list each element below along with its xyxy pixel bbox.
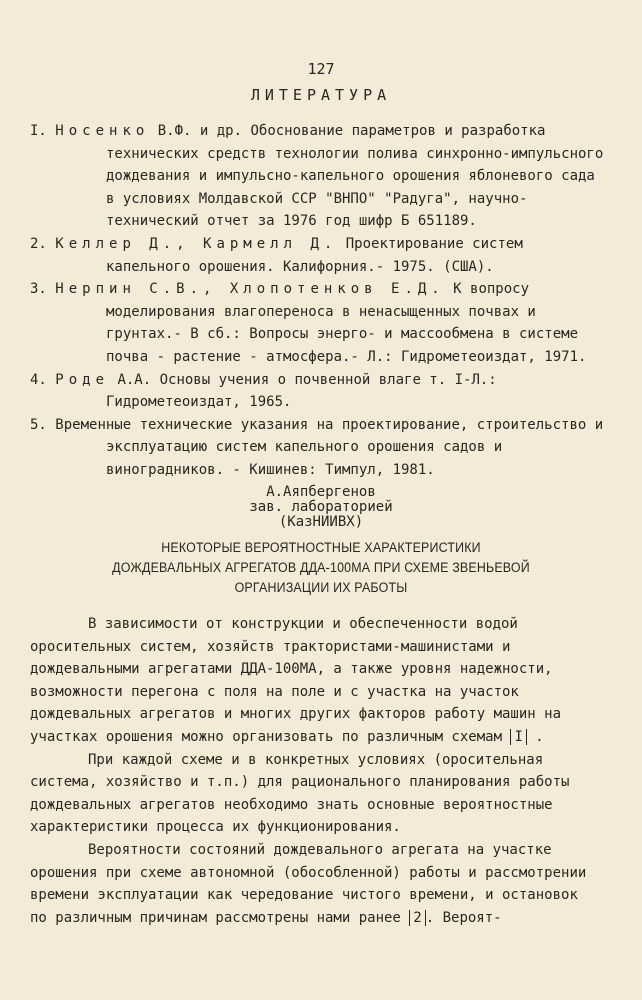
reference-text: А.А. Основы учения о почвенной влаге т. I-Л.: Гидрометеоиздат, 1965.: [106, 371, 497, 411]
reference-item: [30, 369, 610, 414]
paragraph-text: Вероятности состояний дождевального агрегата на участке орошения при схеме автономной (обособленной) работы и рассмотрении времени эксплуатации как чередование чистого времени, и остановок по различным причинам рассмотрены нами ранее: [30, 841, 587, 926]
paragraph: [30, 749, 600, 839]
page-number: 127: [307, 60, 335, 78]
paragraph-tail: .: [526, 728, 544, 745]
author-affiliation: (КазНИИВХ): [278, 514, 364, 530]
reference-number: 4.: [30, 371, 47, 388]
paragraph: [30, 839, 600, 929]
literature-heading: ЛИТЕРАТУРА: [250, 86, 392, 104]
author-block: [0, 485, 642, 530]
reference-text: Проектирование систем капельного орошения. Калифорния.- 1975. (США).: [106, 235, 523, 275]
reference-text: К вопросу моделирования влагопереноса в ненасыщенных почвах и грунтах.- В сб.: Вопросы энерго- и массообмена в системе почва - растение - атмосфера.- Л.: Гидрометеоиздат, 1971.: [106, 281, 587, 365]
article-title: [26, 538, 617, 598]
citation-bracket: 2: [409, 910, 425, 926]
reference-number: 3.: [30, 281, 47, 298]
reference-number: I.: [30, 123, 47, 139]
citation-bracket: I: [510, 729, 526, 745]
reference-item: [30, 278, 610, 368]
reference-number: 2.: [30, 235, 47, 252]
paragraph-tail: . Вероят-: [425, 909, 502, 926]
article-body: [30, 613, 600, 929]
reference-text: В.Ф. и др. Обоснование параметров и разработка технических средств технологии полива синхронно-импульсного дождевания и импульсно-капельного орошения яблоневого сада в условиях Молдавской ССР "ВНПО" "Радуга", научно-технический отчет за 1976 год шифр Б 651189.: [106, 123, 604, 230]
reference-author: Носенко: [55, 123, 150, 139]
reference-author: Роде: [55, 371, 110, 388]
article-title-line: ОРГАНИЗАЦИИ ИХ РАБОТЫ: [234, 580, 408, 595]
article-title-line: НЕКОТОРЫЕ ВЕРОЯТНОСТНЫЕ ХАРАКТЕРИСТИКИ: [161, 540, 481, 555]
author-name: А.Аяпбергенов: [266, 484, 376, 500]
reference-author: Келлер Д., Кармелл Д.: [55, 235, 338, 252]
reference-number: 5.: [30, 416, 47, 433]
reference-list: [30, 120, 610, 482]
paragraph: [30, 613, 600, 749]
reference-item: [30, 233, 610, 278]
reference-author: Нерпин С.В., Хлопотенков Е.Д.: [55, 281, 445, 298]
reference-item: [30, 120, 610, 233]
article-title-line: ДОЖДЕВАЛЬНЫХ АГРЕГАТОВ ДДА-100МА ПРИ СХЕМЕ ЗВЕНЬЕВОЙ: [112, 560, 530, 575]
paragraph-text: При каждой схеме и в конкретных условиях (оросительная система, хозяйство и т.п.) для рационального планирования работы дождевальных агрегатов необходимо знать основные вероятностные характеристики процесса их функционирования.: [30, 751, 570, 836]
author-position: зав. лабораторией: [249, 499, 393, 515]
reference-item: [30, 414, 610, 482]
paragraph-text: В зависимости от конструкции и обеспеченности водой оросительных систем, хозяйств трактористами-машинистами и дождевальными агрегатами ДДА-100МА, а также уровня надежности, возможности перегона с поля на поле и с участка на участок дождевальных агрегатов и многих других факторов работу машин на участках орошения можно организовать по различным схемам: [30, 616, 562, 745]
reference-text: Временные технические указания на проектирование, строительство и эксплуатацию систем капельного орошения садов и виноградников. - Кишинев: Тимпул, 1981.: [55, 416, 604, 478]
